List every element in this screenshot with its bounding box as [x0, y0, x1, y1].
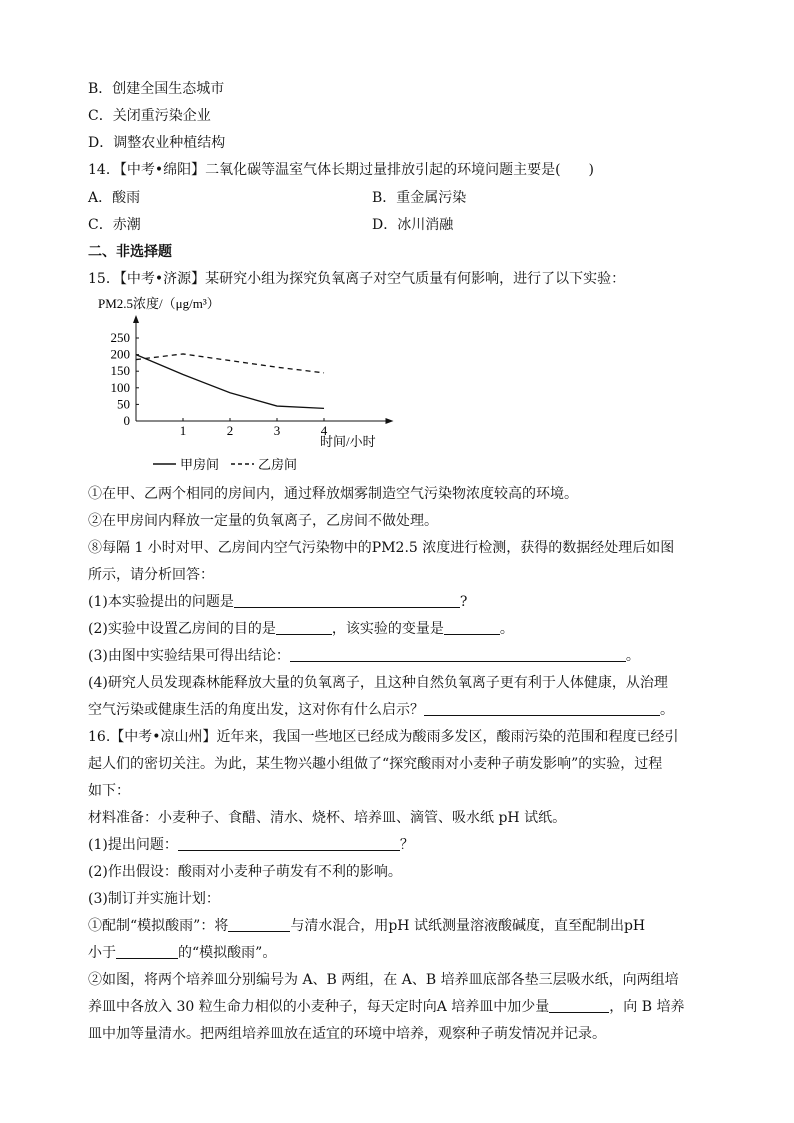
y-tick-label: 250: [110, 330, 130, 345]
series-line-yi: [136, 354, 324, 373]
y-tick-label: 0: [123, 413, 130, 428]
question-16-stem: 16.【中考•凉山州】近年来，我国一些地区已经成为酸雨多发区，酸雨污染的范围和程度已经引: [88, 729, 679, 745]
legend-series-a: 甲房间: [180, 457, 220, 472]
x-tick-label: 2: [226, 423, 234, 438]
q15-step-3-cont: 所示，请分析回答：: [88, 567, 214, 583]
q15-sub-3: (3)由图中实验结果可得出结论： 。: [88, 648, 640, 664]
q16-step-2-cont-2: 皿中加等量清水。把两组培养皿放在适宜的环境中培养，观察种子萌发情况并记录。: [88, 1026, 606, 1042]
answer-blank[interactable]: [549, 998, 609, 1013]
q16-part-2: (2)作出假设：酸雨对小麦种子萌发有不利的影响。: [88, 864, 402, 880]
q15-step-1: ①在甲、乙两个相同的房间内，通过释放烟雾制造空气污染物浓度较高的环境。: [88, 486, 578, 502]
q14-option-d: D．冰川消融: [372, 217, 454, 233]
y-tick-label: 150: [110, 363, 130, 379]
x-axis-arrow: [386, 418, 394, 424]
answer-blank[interactable]: [290, 647, 626, 662]
option-d: D．调整农业种植结构: [88, 135, 226, 151]
option-c: C．关闭重污染企业: [88, 108, 211, 124]
answer-blank[interactable]: [178, 836, 400, 851]
q15-sub-1: (1)本实验提出的问题是 ?: [88, 594, 468, 610]
q15-sub-2: (2)实验中设置乙房间的目的是 ，该实验的变量是 。: [88, 621, 514, 637]
q15-sub-4: (4)研究人员发现森林能释放大量的负氧离子，且这种自然负氧离子更有利于人体健康，从治理: [88, 675, 668, 691]
chart-series: [136, 354, 324, 408]
question-14-stem: 14．【中考•绵阳】二氧化碳等温室气体长期过量排放引起的环境问题主要是( ): [88, 162, 594, 178]
q16-part-1: (1)提出问题： ？: [88, 837, 414, 853]
answer-blank[interactable]: [234, 593, 460, 608]
q16-step-2: ②如图，将两个培养皿分别编号为 A、B 两组，在 A、B 培养皿底部各垫三层吸水纸，向两组培: [88, 972, 679, 988]
section-title: 二、非选择题: [88, 244, 172, 260]
y-tick-label: 200: [110, 346, 130, 362]
x-tick-label: 1: [179, 423, 187, 438]
option-b: B．创建全国生态城市: [88, 81, 225, 97]
q14-option-a: A．酸雨: [88, 190, 141, 206]
q16-part-3: (3)制订并实施计划：: [88, 891, 220, 907]
y-tick-labels: [111, 330, 140, 428]
answer-blank[interactable]: [228, 917, 290, 932]
y-axis-arrow: [133, 315, 139, 323]
chart-xlabel: 时间/小时: [320, 434, 376, 449]
x-tick-label: 3: [273, 423, 281, 438]
question-16-stem-3: 如下：: [88, 783, 130, 799]
q16-step-2-cont: 养皿中各放入 30 粒生命力相似的小麦种子，每天定时向A 培养皿中加少量 ，向 B 培养: [88, 999, 685, 1015]
answer-blank[interactable]: [424, 701, 660, 716]
chart-ylabel: PM2.5浓度/（μg/m³）: [98, 296, 220, 311]
question-16-stem-2: 起人们的密切关注。为此，某生物兴趣小组做了“探究酸雨对小麦种子萌发影响”的实验，过程: [88, 756, 663, 772]
answer-blank[interactable]: [444, 620, 500, 635]
answer-blank[interactable]: [276, 620, 332, 635]
q16-step-1: ①配制“模拟酸雨”：将 与清水混合，用pH 试纸测量溶液酸碱度，直至配制出pH: [88, 918, 646, 934]
q16-step-1-cont: 小于 的“模拟酸雨”。: [88, 945, 277, 961]
q15-step-3: ⑧每隔 1 小时对甲、乙房间内空气污染物中的PM2.5 浓度进行检测，获得的数据经处理后如图: [88, 540, 675, 556]
legend-series-b: 乙房间: [258, 457, 298, 472]
question-15-stem: 15．【中考•济源】某研究小组为探究负氧离子对空气质量有何影响，进行了以下实验：: [88, 271, 626, 287]
q14-option-b: B．重金属污染: [372, 190, 467, 206]
q14-option-c: C．赤潮: [88, 217, 141, 233]
series-line-jia: [136, 355, 324, 409]
y-tick-label: 100: [110, 379, 130, 395]
answer-blank[interactable]: [116, 944, 178, 959]
q15-sub-4-cont: 空气污染或健康生活的角度出发，这对你有什么启示？ 。: [88, 702, 674, 718]
pm25-line-chart: [88, 290, 408, 480]
q15-step-2: ②在甲房间内释放一定量的负氧离子，乙房间不做处理。: [88, 513, 438, 529]
y-tick-label: 50: [117, 396, 130, 412]
x-tick-label: 4: [320, 423, 328, 438]
q16-materials: 材料准备：小麦种子、食醋、清水、烧杯、培养皿、滴管、吸水纸 pH 试纸。: [88, 810, 567, 826]
